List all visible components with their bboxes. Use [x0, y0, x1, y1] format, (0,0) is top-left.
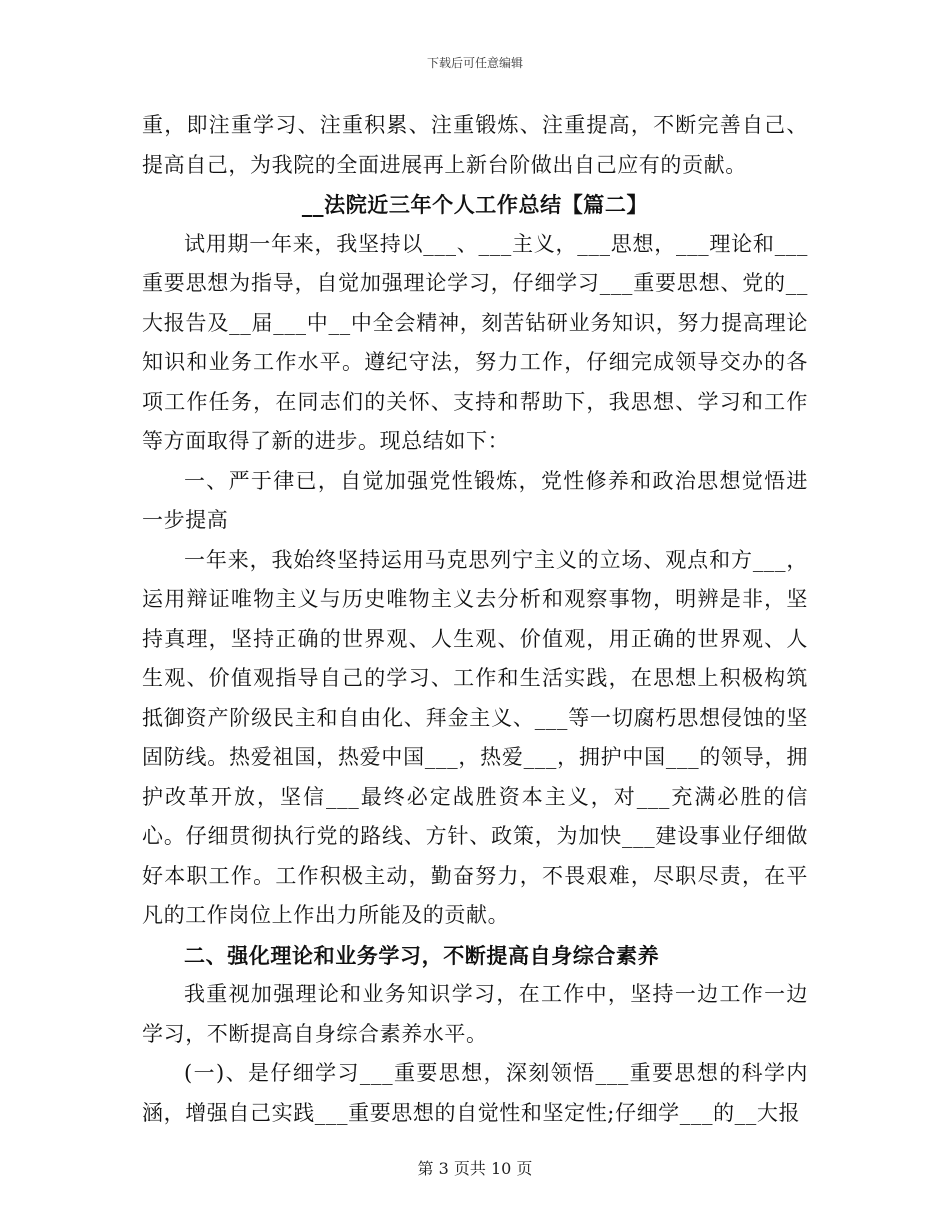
- document-body: [142, 106, 808, 1133]
- section-title: __法院近三年个人工作总结【篇二】: [301, 192, 649, 217]
- page-number: 第 3 页共 10 页: [417, 1159, 533, 1178]
- paragraph-section-two: 我重视加强理论和业务知识学习，在工作中，坚持一边工作一边学习，不断提高自身综合素养水平。: [142, 982, 808, 1046]
- heading-section-two: 二、强化理论和业务学习，不断提高自身综合素养: [184, 942, 660, 968]
- heading-section-one: 一、严于律已，自觉加强党性锻炼，党性修养和政治思想觉悟进一步提高: [142, 468, 808, 532]
- paragraph-section-one: 一年来，我始终坚持运用马克思列宁主义的立场、观点和方___，运用辩证唯物主义与历史唯物主义去分析和观察事物，明辨是非，坚持真理，坚持正确的世界观、人生观、价值观，用正确的世界观、人生观、价值观指导自己的学习、工作和生活实践，在思想上积极构筑抵御资产阶级民主和自由化、拜金主义、___等一切腐朽思想侵蚀的坚固防线。热爱祖国，热爱中国___，热爱___，拥护中国___的领导，拥护改革开放，坚信___最终必定战胜资本主义，对___充满必胜的信心。仔细贯彻执行党的路线、方针、政策，为加快___建设事业仔细做好本职工作。工作积极主动，勤奋努力，不畏艰难，尽职尽责，在平凡的工作岗位上作出力所能及的贡献。: [142, 547, 808, 927]
- paragraph-intro: 试用期一年来，我坚持以___、___主义，___思想，___理论和___重要思想为指导，自觉加强理论学习，仔细学习___重要思想、党的__大报告及__届___中__中全会精神，刻苦钻研业务知识，努力提高理论知识和业务工作水平。遵纪守法，努力工作，仔细完成领导交办的各项工作任务，在同志们的关怀、支持和帮助下，我思想、学习和工作等方面取得了新的进步。现总结如下：: [142, 231, 808, 453]
- header-note: 下载后可任意编辑: [426, 56, 523, 70]
- paragraph-continued: 重，即注重学习、注重积累、注重锻炼、注重提高，不断完善自己、提高自己，为我院的全面进展再上新台阶做出自己应有的贡献。: [142, 113, 808, 177]
- paragraph-subitem-one: (一)、是仔细学习___重要思想，深刻领悟___重要思想的科学内涵，增强自己实践___重要思想的自觉性和坚定性;仔细学___的__大报: [142, 1061, 808, 1125]
